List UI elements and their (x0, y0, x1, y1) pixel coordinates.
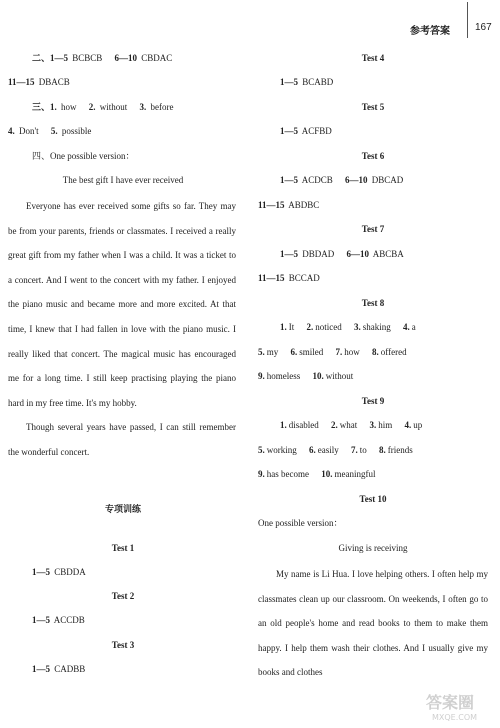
test-heading: Test 7 (361, 224, 385, 234)
item-number: 6—10 (346, 249, 370, 259)
item-number: 4. (403, 322, 410, 332)
answer-text: a (411, 322, 416, 332)
answer-line (280, 126, 332, 137)
answer-line (258, 273, 320, 284)
test-heading: Test 6 (361, 151, 385, 161)
item-number: 2. (331, 420, 338, 430)
answer-text: offered (380, 347, 407, 357)
test-heading: Test 8 (361, 298, 385, 308)
item-number: 1—5 (280, 249, 298, 259)
answer-text: ACDCB (301, 175, 333, 185)
answer-line (32, 53, 172, 64)
answer-text: Don't (19, 126, 39, 136)
essay-body (8, 194, 236, 465)
item-number: 8. (379, 445, 386, 455)
page-header (0, 0, 500, 40)
answer-text: noticed (315, 322, 342, 332)
answer-text: BCBCB (72, 53, 103, 63)
item-number: 1—5 (32, 664, 50, 674)
answer-line (258, 469, 375, 480)
answer-text: homeless (266, 371, 301, 381)
answer-text: possible (61, 126, 92, 136)
answer-text: CADBB (54, 664, 86, 674)
header-divider (467, 2, 468, 38)
item-number: 4. (8, 126, 15, 136)
item-number: 9. (258, 371, 265, 381)
item-number: 2. (306, 322, 314, 332)
section-heading: 专项训练 (104, 505, 141, 515)
answer-text: has become (266, 469, 309, 479)
section-label: One possible version： (258, 518, 343, 528)
item-number: 1—5 (280, 175, 298, 185)
test-heading: Test 9 (361, 396, 385, 406)
answer-text: DBACB (38, 77, 70, 87)
answer-line (258, 200, 319, 211)
answer-text: working (266, 445, 297, 455)
answer-line (32, 664, 85, 675)
answer-text: easily (317, 445, 339, 455)
item-number: 二、1—5 (32, 53, 69, 63)
answer-line (32, 102, 174, 113)
item-number: 1. (280, 322, 287, 332)
watermark-logo (420, 688, 495, 724)
answer-text: friends (387, 445, 413, 455)
answer-line (258, 371, 353, 382)
answer-text: how (61, 102, 77, 112)
essay-paragraph: My name is Li Hua. I love helping others. I often help my classmates clean up our classroom. On weekends, I often go to an old people's home and read books to them to make them happy. I help them wash their clothes. And I usually give my books and clothes (258, 569, 488, 678)
answer-text: It (288, 322, 295, 332)
item-number: 4. (404, 420, 412, 430)
item-number: 10. (321, 469, 333, 479)
test-heading: Test 4 (361, 53, 385, 63)
answer-text: what (339, 420, 358, 430)
item-number: 3. (139, 102, 147, 112)
test-heading: Test 5 (361, 102, 385, 112)
answer-text: before (150, 102, 174, 112)
essay-title: The best gift I have ever received (62, 175, 184, 185)
answer-line (258, 445, 413, 456)
essay-body (258, 562, 488, 685)
watermark-line1: 答案圈 (426, 693, 475, 712)
answer-text: ACCDB (53, 615, 85, 625)
header-title: 参考答案 (410, 26, 450, 37)
answer-text: him (378, 420, 393, 430)
section-label: 四、One possible version： (32, 151, 135, 161)
answer-line (280, 322, 416, 333)
item-number: 9. (258, 469, 265, 479)
item-number: 2. (88, 102, 96, 112)
answer-text: CBDDA (54, 567, 86, 577)
item-number: 6. (309, 445, 316, 455)
item-number: 5. (50, 126, 58, 136)
answer-line (280, 249, 404, 260)
item-number: 5. (258, 445, 265, 455)
essay-title: Giving is receiving (338, 543, 408, 553)
item-number: 三、1. (32, 102, 57, 112)
item-number: 3. (354, 322, 361, 332)
item-number: 1—5 (32, 567, 50, 577)
test-heading: Test 10 (359, 494, 387, 504)
page-number: 167 (475, 22, 492, 33)
answer-text: DBDAD (302, 249, 335, 259)
item-number: 6. (290, 347, 298, 357)
answer-text: disabled (288, 420, 319, 430)
item-number: 1. (280, 420, 287, 430)
answer-text: BCABD (302, 77, 334, 87)
item-number: 3. (369, 420, 377, 430)
test-heading: Test 2 (111, 591, 135, 601)
item-number: 11—15 (258, 273, 285, 283)
answer-line (258, 347, 407, 358)
answer-text: ACFBD (301, 126, 332, 136)
item-number: 11—15 (258, 200, 285, 210)
item-number: 6—10 (114, 53, 138, 63)
answer-text: up (413, 420, 423, 430)
item-number: 7. (335, 347, 343, 357)
item-number: 10. (312, 371, 324, 381)
item-number: 1—5 (32, 615, 50, 625)
answer-text: CBDAC (141, 53, 173, 63)
answer-line (280, 77, 333, 88)
item-number: 1—5 (280, 77, 298, 87)
answer-text: smiled (299, 347, 324, 357)
answer-text: to (359, 445, 367, 455)
answer-text: without (99, 102, 128, 112)
answer-text: DBCAD (371, 175, 404, 185)
answer-line (8, 126, 91, 137)
watermark-line2: MXQE.COM (432, 713, 478, 722)
answer-text: ABDBC (288, 200, 320, 210)
answer-line (32, 615, 85, 626)
answer-text: meaningful (334, 469, 376, 479)
answer-text: ABCBA (372, 249, 404, 259)
item-number: 6—10 (345, 175, 368, 185)
answer-line (8, 77, 70, 88)
answer-line (280, 175, 403, 186)
essay-paragraph: Though several years have passed, I can still remember the wonderful concert. (8, 422, 236, 457)
answer-text: without (325, 371, 354, 381)
answer-text: shaking (362, 322, 391, 332)
essay-paragraph: Everyone has ever received some gifts so far. They may be from your parents, friends or classmates. I received a really great gift from my father when I was a child. It was a ticket to a concert. And I went to the concert with my father. I enjoyed the piano music and became more and more excited. At that time, I knew that I had fallen in love with the piano music. I really liked that concert. The magical music has encouraged me for a long time. I still keep practising playing the piano hard in my free time. It's my hobby. (8, 201, 236, 408)
test-heading: Test 3 (111, 640, 135, 650)
answer-line (32, 567, 86, 578)
answer-line (280, 420, 422, 431)
item-number: 8. (372, 347, 379, 357)
test-heading: Test 1 (111, 543, 135, 553)
item-number: 5. (258, 347, 265, 357)
answer-text: how (344, 347, 360, 357)
item-number: 11—15 (8, 77, 35, 87)
answer-text: BCCAD (288, 273, 320, 283)
item-number: 7. (351, 445, 358, 455)
answer-text: my (266, 347, 279, 357)
item-number: 1—5 (280, 126, 298, 136)
